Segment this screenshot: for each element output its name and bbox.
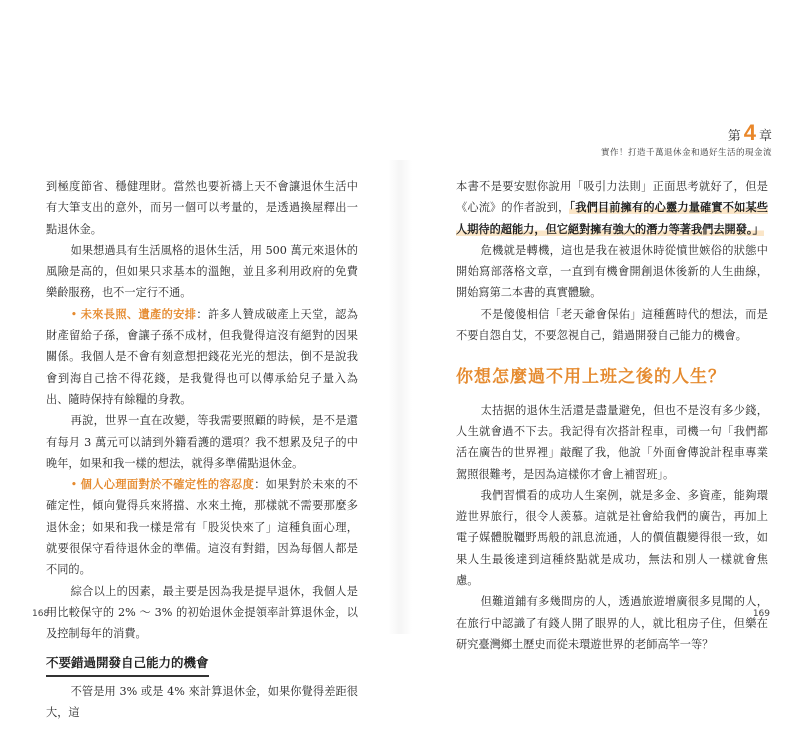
- paragraph: 不管是用 3% 或是 4% 來計算退休金，如果你覺得差距很大，這: [46, 684, 358, 720]
- bullet-icon: •: [70, 478, 78, 492]
- section-heading: 不要錯過開發自己能力的機會: [46, 653, 209, 677]
- bullet-lead: 個人心理面對於不確定性的容忍度: [80, 477, 255, 492]
- paragraph: 再說，世界一直在改變，等我需要照顧的時候，是不是還有每月 3 萬元可以請到外籍看護的選項？我不想累及兒子的中晚年，如果和我一樣的想法，就得多準備點退休金。: [46, 414, 358, 470]
- chapter-subtitle: 實作！打造千萬退休金和過好生活的現金流: [600, 148, 772, 158]
- right-page: [400, 0, 800, 744]
- bullet-body: ：如果對於未來的不確定性，傾向覺得兵來將擋、水來土掩，那樣就不需要那麼多退休金；如果和我一樣是常有「股災快來了」這種負面心理，就要很保守看待退休金的準備。這沒有對錯，因為每個人都是不同的。: [46, 478, 358, 577]
- chapter-suffix: 章: [758, 129, 772, 144]
- bullet-icon: •: [70, 307, 78, 321]
- highlighted-quote: 「我們目前擁有的心靈力量確實不如某些人期待的超能力，但它絕對擁有強大的潛力等著我們去開發。」: [456, 200, 768, 236]
- chapter-label: [601, 120, 772, 146]
- chapter-prefix: 第: [727, 129, 741, 144]
- bullet-lead: 未來長照、遺產的安排: [80, 306, 197, 321]
- paragraph: 如果想過具有生活風格的退休生活，用 500 萬元來退休的風險是高的，但如果只求基本的溫飽，並且多利用政府的免費樂齡服務，也不一定行不通。: [46, 243, 358, 300]
- paragraph: 但難道鋪有多幾間房的人，透過旅遊增廣很多見聞的人，在旅行中認識了有錢人開了眼界的人，就比租房子住，但樂在研究臺灣鄉土歷史而從未環遊世界的老師高竿一等？: [456, 595, 768, 651]
- section-heading: 你想怎麼過不用上班之後的人生？: [456, 367, 726, 387]
- chapter-header: [601, 120, 772, 158]
- paragraph: 我們習慣看的成功人生案例，就是多金、多資產，能夠環遊世界旅行，很令人羨慕。這就是社會給我們的廣告，再加上電子媒體脫韁野馬般的訊息流通，人的價值觀變得很一致，如果人生最後達到這種終點就是成功，無法和別人一樣就會焦慮。: [456, 488, 768, 588]
- paragraph: 危機就是轉機，這也是我在被退休時從憤世嫉俗的狀態中開始寫部落格文章，一直到有機會開創退休後新的人生曲線，開始寫第二本書的真實體驗。: [456, 243, 768, 300]
- left-page-body: [46, 176, 358, 723]
- paragraph: 太拮据的退休生活還是盡量避免，但也不是沒有多少錢，人生就會過不下去。我記得有次搭計程車，司機一句「我們都活在廣告的世界裡」敲醒了我，他說「外面會傳說計程車專業駕照很難考，是因為這樣你才會上補習班」。: [456, 403, 768, 481]
- paragraph: 綜合以上的因素，最主要是因為我是提早退休，我個人是用比較保守的 2% ～ 3% 的初始退休金提領率計算退休金，以及控制每年的消費。: [46, 584, 358, 641]
- paragraph-text: 本書不是要安慰你說用「吸引力法則」正面思考就好了，但是《心流》的作者說到，: [456, 180, 768, 215]
- page-number: 169: [752, 609, 770, 619]
- paragraph-with-quote: [456, 176, 768, 240]
- chapter-number: 4: [743, 120, 756, 145]
- page-number: 168: [32, 609, 50, 619]
- right-page-body: [456, 176, 768, 655]
- paragraph: 不是傻傻相信「老天爺會保佑」這種舊時代的想法，而是不要自怨自艾，不要忽視自己，錯過開發自己能力的機會。: [456, 307, 768, 343]
- bullet-paragraph-uncertainty: [46, 474, 358, 580]
- bullet-paragraph-long-term-care: [46, 304, 358, 410]
- paragraph: 到極度節省、穩健理財。當然也要祈禱上天不會讓退休生活中有大筆支出的意外，而另一個可以考量的，是透過換屋釋出一點退休金。: [46, 180, 358, 236]
- bullet-body: ：許多人贊成破產上天堂，認為財產留給子孫，會讓子孫不成材，但我覺得這沒有絕對的因果關係。我個人是不會有刻意想把錢花光光的想法，倒不是說我會到海自己捨不得花錢，是我覺得也可以傳承給兒子量入為出、隨時保持有餘糧的身教。: [46, 307, 358, 406]
